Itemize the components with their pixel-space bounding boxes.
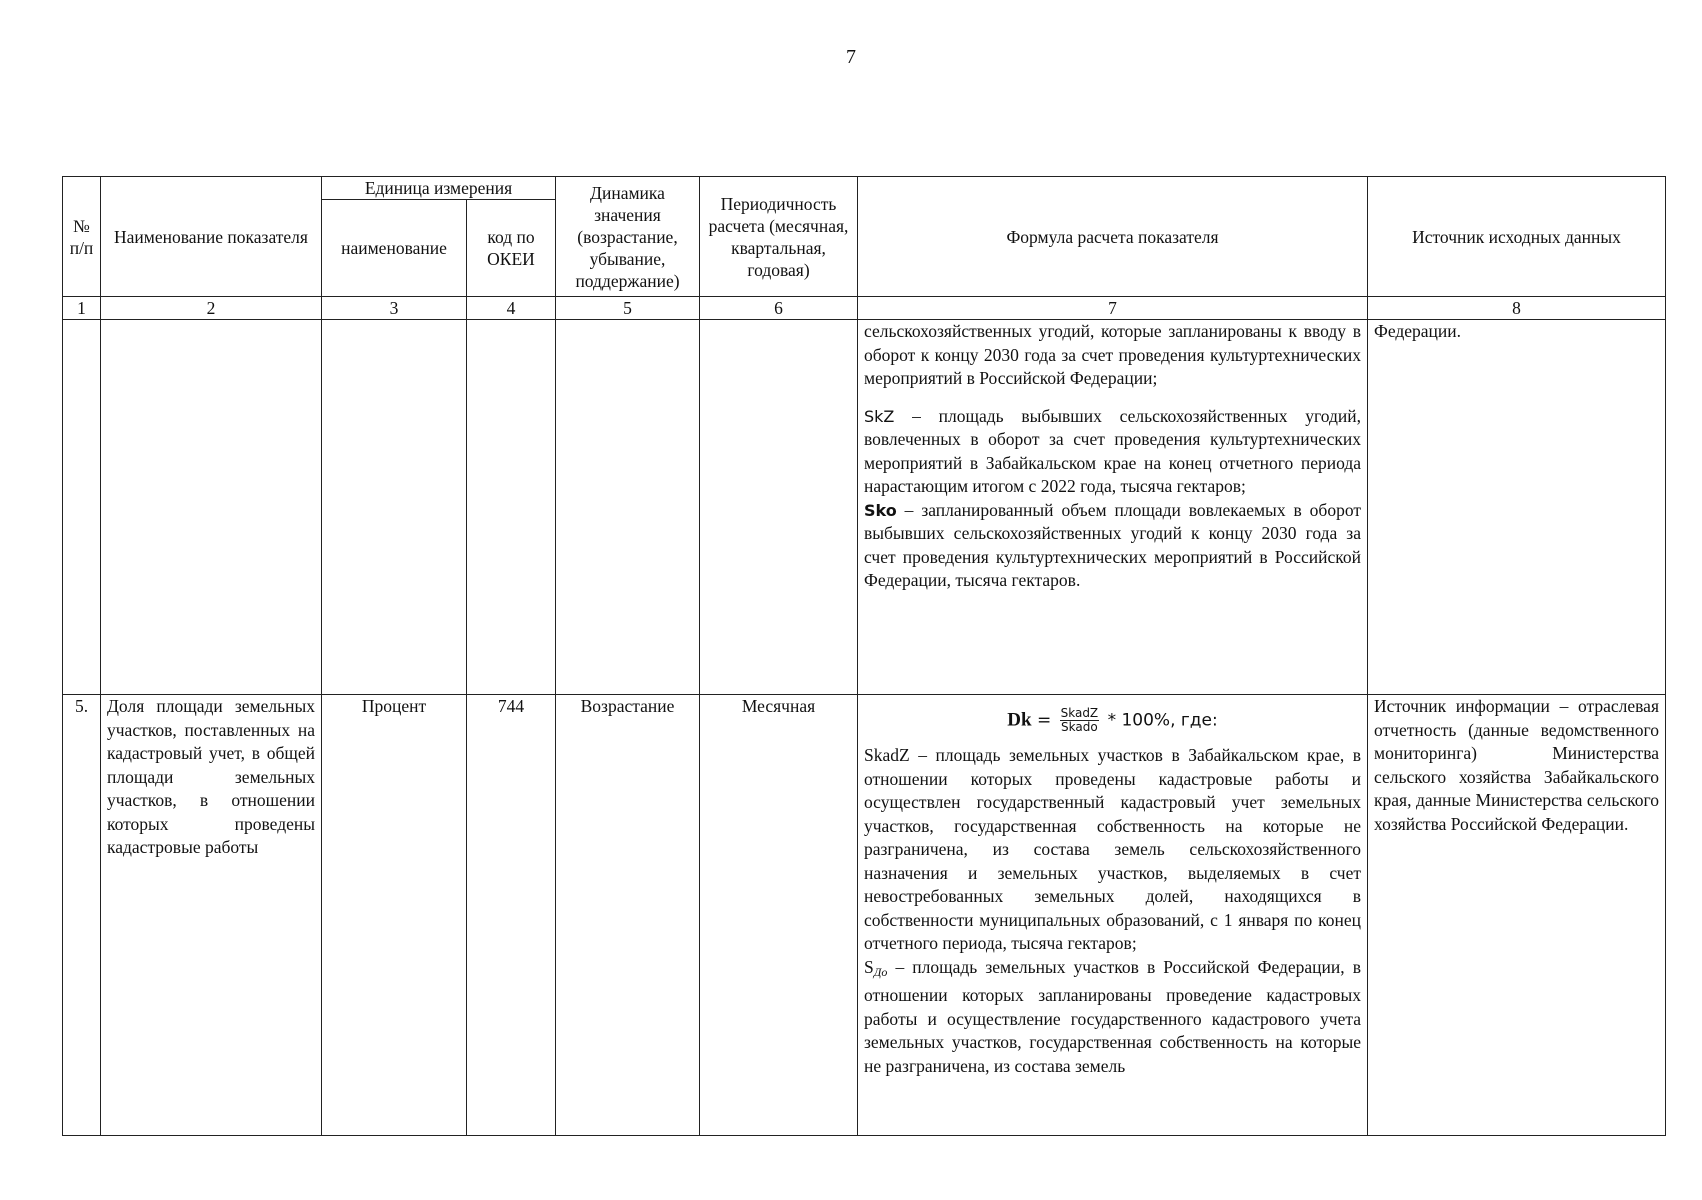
- column-number: 3: [322, 297, 467, 320]
- formula-fraction: [1060, 707, 1100, 734]
- formula-symbol: SkZ: [864, 406, 895, 426]
- column-number: 6: [700, 297, 858, 320]
- cell-row-num: 5.: [63, 695, 101, 1136]
- formula-equals: =: [1036, 710, 1052, 731]
- column-number-row: [63, 297, 1666, 320]
- formula-symbol: S: [864, 956, 874, 977]
- table-row-continued: [63, 320, 1666, 695]
- formula-text: – площадь выбывших сельскохозяйственных угодий, вовлеченных в оборот за счет проведения культуртехнических мероприятий в Забайкальском крае на конец отчетного периода нарастающим итогом с 2022 года, тысяча гектаров;: [864, 405, 1361, 496]
- cell-dynamics: Возрастание: [556, 695, 700, 1136]
- header-name: Наименование показателя: [101, 177, 322, 297]
- formula-denominator: Skado: [1061, 720, 1098, 734]
- formula-paragraph: [864, 956, 1361, 1079]
- cell-unit-name: Процент: [322, 695, 467, 1136]
- header-periodicity: Периодичность расчета (месячная, квартальная, годовая): [700, 177, 858, 297]
- formula-paragraph: [864, 405, 1361, 499]
- formula-paragraph: [864, 499, 1361, 593]
- cell-empty: [322, 320, 467, 695]
- formula-text: – запланированный объем площади вовлекаемых в оборот выбывших сельскохозяйственных угодий к концу 2030 года за счет проведения культуртехнических мероприятий в Российской Федерации, тысяча гектаров.: [864, 499, 1361, 590]
- formula-subscript: До: [873, 964, 888, 979]
- cell-formula: [858, 695, 1368, 1136]
- formula-numerator: SkadZ: [1060, 706, 1099, 720]
- formula-symbol: Sko: [864, 500, 897, 520]
- cell-unit-code: 744: [467, 695, 556, 1136]
- column-number: 1: [63, 297, 101, 320]
- header-unit-name: наименование: [322, 200, 467, 297]
- table-row-5: [63, 695, 1666, 1136]
- cell-empty: [700, 320, 858, 695]
- cell-formula-continued: [858, 320, 1368, 695]
- cell-source: Источник информации – отраслевая отчетность (данные ведомственного мониторинга) Министерства сельского хозяйства Забайкальского края, данные Министерства сельского хозяйства Российской Федерации.: [1368, 695, 1666, 1136]
- formula-expression: [864, 707, 1361, 734]
- header-unit-code: код по ОКЕИ: [467, 200, 556, 297]
- header-unit-group: Единица измерения: [322, 177, 556, 200]
- header-source: Источник исходных данных: [1368, 177, 1666, 297]
- page-number: 7: [846, 46, 856, 68]
- formula-clip: [864, 695, 1361, 1133]
- cell-empty: [556, 320, 700, 695]
- formula-paragraph: сельскохозяйственных угодий, которые запланированы к вводу в оборот к концу 2030 года за счет проведения культуртехнических мероприятий в Российской Федерации;: [864, 321, 1361, 388]
- formula-rhs: * 100%, где:: [1107, 710, 1218, 731]
- column-number: 2: [101, 297, 322, 320]
- cell-empty: [63, 320, 101, 695]
- column-number: 7: [858, 297, 1368, 320]
- cell-source-continued: Федерации.: [1368, 320, 1666, 695]
- header-num: № п/п: [63, 177, 101, 297]
- header-dynamics: Динамика значения (возрастание, убывание, поддержание): [556, 177, 700, 297]
- header-formula: Формула расчета показателя: [858, 177, 1368, 297]
- formula-paragraph: SkadZ – площадь земельных участков в Забайкальском крае, в отношении которых проведены кадастровые работы и осуществлен государственный кадастровый учет земельных участков, государственная собственность на которые не разграничена, из состава земель сельскохозяйственного назначения и земельных участков, выделяемых в счет невостребованных земельных долей, находящихся в собственности муниципальных образований, с 1 января по конец отчетного периода, тысяча гектаров;: [864, 745, 1361, 953]
- cell-indicator-name: Доля площади земельных участков, поставленных на кадастровый учет, в общей площади земельных участков, в отношении которых проведены кадастровые работы: [101, 695, 322, 1136]
- cell-empty: [101, 320, 322, 695]
- column-number: 4: [467, 297, 556, 320]
- column-number: 5: [556, 297, 700, 320]
- cell-periodicity: Месячная: [700, 695, 858, 1136]
- cell-empty: [467, 320, 556, 695]
- column-number: 8: [1368, 297, 1666, 320]
- formula-lhs: Dk: [1007, 709, 1032, 731]
- indicator-table: [62, 176, 1666, 1136]
- formula-text: – площадь земельных участков в Российской Федерации, в отношении которых запланированы проведение кадастровых работы и осуществление государственного кадастрового учета земельных участков, государственная собственность на которые не разграничена, из состава земель: [864, 956, 1361, 1076]
